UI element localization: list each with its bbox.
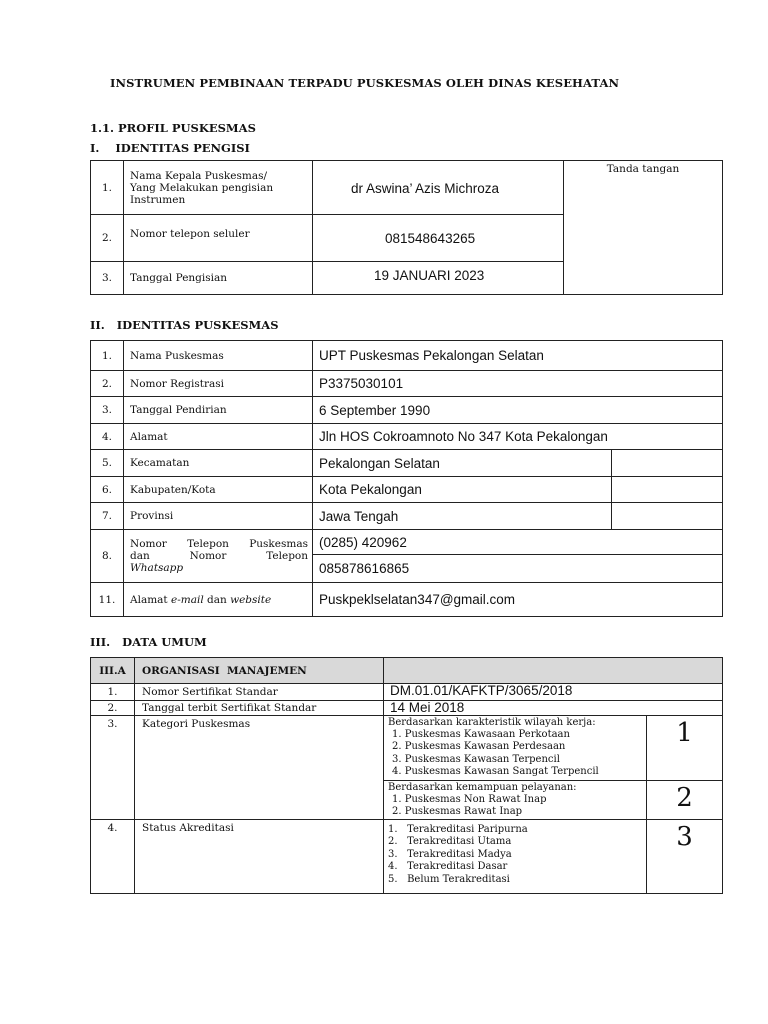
row-number: 4. bbox=[91, 424, 124, 450]
row-label: Kategori Puskesmas bbox=[135, 716, 384, 820]
row-number: 4. bbox=[91, 820, 135, 894]
row-number: 8. bbox=[91, 530, 124, 583]
label-line: Instrumen bbox=[130, 193, 186, 206]
row-number: 1. bbox=[91, 684, 135, 701]
option-list bbox=[388, 729, 646, 779]
option-item: 2. Puskesmas Rawat Inap bbox=[392, 806, 523, 818]
row-number: 2. bbox=[91, 215, 124, 262]
option-item: 3. Puskesmas Kawasan Terpencil bbox=[392, 753, 560, 765]
telepon-value[interactable]: (0285) 420962 bbox=[313, 530, 723, 555]
label-part: website bbox=[230, 593, 272, 606]
akreditasi-answer[interactable]: 3 bbox=[647, 820, 723, 894]
email-value[interactable]: Puskpeklselatan347@gmail.com bbox=[313, 583, 723, 617]
option-item: 2. Puskesmas Kawasan Perdesaan bbox=[392, 741, 566, 753]
kategori-pelayanan-options bbox=[384, 781, 647, 820]
section3-heading: III. DATA UMUM bbox=[90, 635, 207, 649]
row-label: Nama Puskesmas bbox=[124, 341, 313, 371]
option-item: 1. Puskesmas Kawasaan Perkotaan bbox=[392, 729, 570, 740]
document-title: INSTRUMEN PEMBINAAN TERPADU PUSKESMAS OLEH DINAS KESEHATAN bbox=[110, 76, 620, 90]
tanggal-pendirian-value[interactable]: 6 September 1990 bbox=[313, 397, 723, 424]
nama-puskesmas-value[interactable]: UPT Puskesmas Pekalongan Selatan bbox=[313, 341, 723, 371]
whatsapp-value[interactable]: 085878616865 bbox=[313, 555, 723, 583]
table-header-code: III.A bbox=[91, 658, 135, 684]
group-title: Berdasarkan karakteristik wilayah kerja: bbox=[388, 717, 596, 728]
row-label: Tanggal Pendirian bbox=[124, 397, 313, 424]
table-header-empty bbox=[384, 658, 723, 684]
label-part: dan bbox=[203, 593, 231, 606]
row-number: 2. bbox=[91, 701, 135, 716]
row-label: Tanggal terbit Sertifikat Standar bbox=[135, 701, 384, 716]
row-label bbox=[124, 583, 313, 617]
akreditasi-options bbox=[384, 820, 647, 894]
kategori-wilayah-options bbox=[384, 716, 647, 781]
row-label bbox=[124, 161, 313, 215]
alamat-value[interactable]: Jln HOS Cokroamnoto No 347 Kota Pekalongan bbox=[313, 424, 723, 450]
signature-label: Tanda tangan bbox=[606, 163, 680, 175]
sertifikat-value[interactable]: DM.01.01/KAFKTP/3065/2018 bbox=[384, 684, 723, 701]
option-list bbox=[388, 824, 646, 886]
row-label: Nomor Sertifikat Standar bbox=[135, 684, 384, 701]
row-number: 5. bbox=[91, 450, 124, 477]
row-label: Provinsi bbox=[124, 503, 313, 530]
label-word: dan bbox=[130, 550, 150, 562]
option-item: 5. Belum Terakreditasi bbox=[388, 873, 510, 885]
phone-value[interactable]: 081548643265 bbox=[313, 215, 564, 262]
row-label: Tanggal Pengisian bbox=[124, 262, 313, 295]
row-label: Alamat bbox=[124, 424, 313, 450]
row-label: Nomor Registrasi bbox=[124, 371, 313, 397]
tanggal-terbit-value[interactable]: 14 Mei 2018 bbox=[384, 701, 723, 716]
table-header-label: ORGANISASI MANAJEMEN bbox=[135, 658, 384, 684]
group-title: Berdasarkan kemampuan pelayanan: bbox=[388, 782, 577, 793]
identitas-pengisi-table bbox=[90, 160, 723, 295]
row-label bbox=[124, 530, 313, 583]
row-number: 3. bbox=[91, 262, 124, 295]
label-line bbox=[130, 550, 308, 562]
empty-cell[interactable] bbox=[612, 450, 723, 477]
section2-heading: II. IDENTITAS PUSKESMAS bbox=[90, 318, 279, 332]
kepala-puskesmas-value[interactable]: dr Aswina’ Azis Michroza bbox=[313, 161, 564, 215]
row-number: 7. bbox=[91, 503, 124, 530]
signature-box[interactable] bbox=[564, 161, 723, 295]
row-number: 6. bbox=[91, 477, 124, 503]
nomor-registrasi-value[interactable]: P3375030101 bbox=[313, 371, 723, 397]
option-item: 2. Terakreditasi Utama bbox=[388, 836, 512, 848]
label-part: Alamat bbox=[130, 593, 171, 606]
section-profile-heading: 1.1. PROFIL PUSKESMAS bbox=[90, 121, 256, 135]
option-item: 4. Puskesmas Kawasan Sangat Terpencil bbox=[392, 766, 599, 778]
option-item: 1. Terakreditasi Paripurna bbox=[388, 824, 528, 835]
empty-cell[interactable] bbox=[612, 477, 723, 503]
kabupaten-value[interactable]: Kota Pekalongan bbox=[313, 477, 612, 503]
kategori-pelayanan-answer[interactable]: 2 bbox=[647, 781, 723, 820]
row-number: 3. bbox=[91, 716, 135, 820]
row-number: 1. bbox=[91, 341, 124, 371]
identitas-puskesmas-table bbox=[90, 340, 723, 617]
provinsi-value[interactable]: Jawa Tengah bbox=[313, 503, 612, 530]
row-number: 11. bbox=[91, 583, 124, 617]
tanggal-pengisian-value[interactable]: 19 JANUARI 2023 bbox=[313, 262, 564, 295]
row-number: 2. bbox=[91, 371, 124, 397]
row-number: 1. bbox=[91, 161, 124, 215]
label-line: Yang Melakukan pengisian bbox=[130, 181, 274, 194]
section1-heading: I. IDENTITAS PENGISI bbox=[90, 141, 250, 155]
row-label: Status Akreditasi bbox=[135, 820, 384, 894]
whatsapp-label: Whatsapp bbox=[130, 562, 184, 574]
row-number: 3. bbox=[91, 397, 124, 424]
row-label: Nomor telepon seluler bbox=[124, 215, 313, 262]
option-item: 4. Terakreditasi Dasar bbox=[388, 861, 508, 873]
label-word: Nomor bbox=[189, 550, 227, 562]
label-line bbox=[130, 562, 308, 574]
row-label: Kabupaten/Kota bbox=[124, 477, 313, 503]
row-label: Kecamatan bbox=[124, 450, 313, 477]
data-umum-table bbox=[90, 657, 723, 894]
kecamatan-value[interactable]: Pekalongan Selatan bbox=[313, 450, 612, 477]
label-line: Nama Kepala Puskesmas/ bbox=[130, 169, 268, 182]
label-part: e-mail bbox=[170, 593, 204, 606]
label-line: Nomor Telepon Puskesmas bbox=[130, 538, 308, 550]
option-item: 3. Terakreditasi Madya bbox=[388, 848, 512, 860]
option-list bbox=[388, 794, 646, 819]
option-item: 1. Puskesmas Non Rawat Inap bbox=[392, 794, 547, 805]
kategori-wilayah-answer[interactable]: 1 bbox=[647, 716, 723, 781]
empty-cell[interactable] bbox=[612, 503, 723, 530]
label-word: Telepon bbox=[266, 550, 308, 562]
